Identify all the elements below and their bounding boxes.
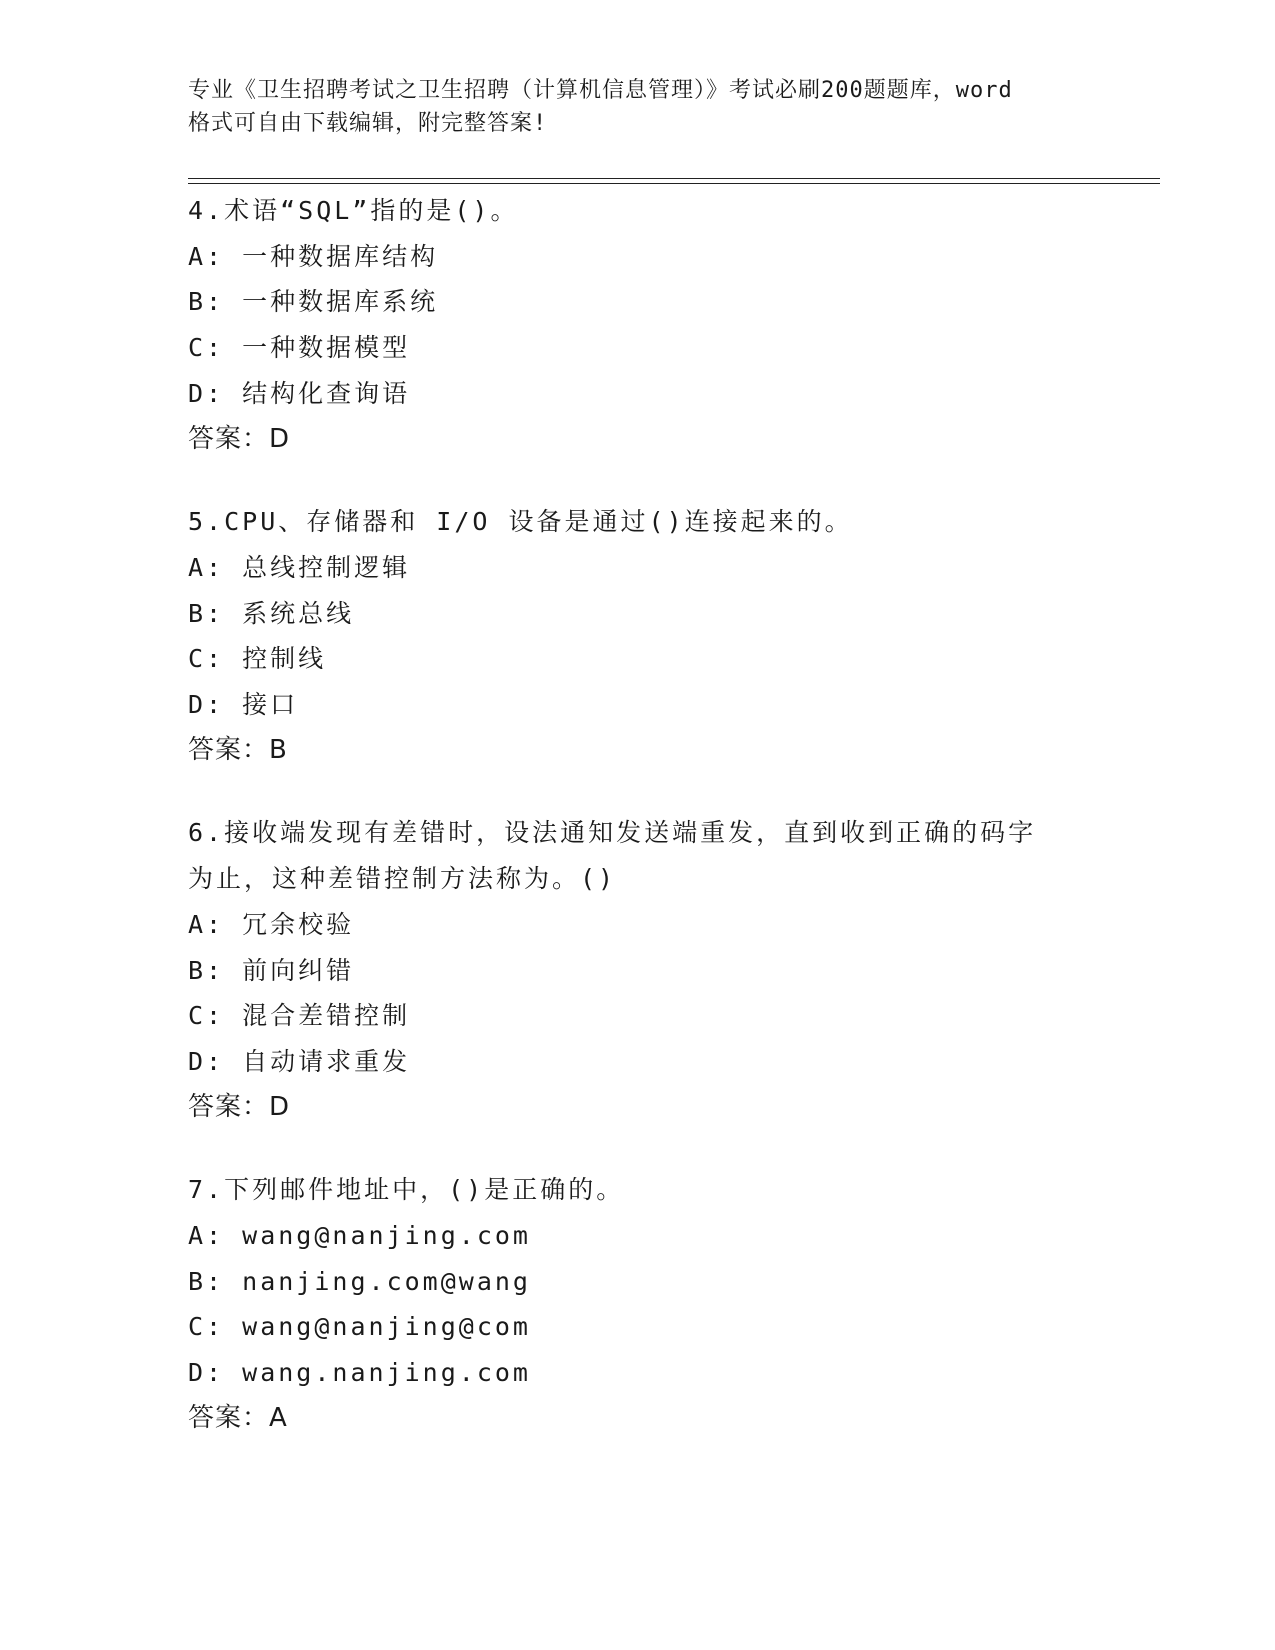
question-stem: 4.术语“SQL”指的是()。 — [188, 196, 519, 225]
option-a: A: wang@nanjing.com — [188, 1221, 531, 1251]
question-4 — [188, 188, 1148, 462]
question-5 — [188, 499, 1148, 773]
option-a: A: 冗余校验 — [188, 909, 355, 939]
question-list — [188, 188, 1148, 1479]
document-header — [188, 74, 1088, 140]
answer: 答案：D — [188, 423, 291, 454]
option-c: C: 混合差错控制 — [188, 1001, 411, 1031]
question-7 — [188, 1167, 1148, 1441]
question-stem: 6.接收端发现有差错时，设法通知发送端重发，直到收到正确的码字 — [188, 818, 1037, 848]
question-stem: 5.CPU、存储器和 I/O 设备是通过()连接起来的。 — [188, 507, 853, 537]
option-d: D: 自动请求重发 — [188, 1046, 411, 1076]
option-b: B: 系统总线 — [188, 598, 355, 628]
answer: 答案：D — [188, 1091, 291, 1122]
option-c: C: 一种数据模型 — [188, 333, 411, 363]
question-stem: 7.下列邮件地址中，()是正确的。 — [188, 1175, 625, 1205]
header-line-2: 格式可自由下载编辑，附完整答案! — [188, 111, 548, 136]
question-6 — [188, 810, 1148, 1130]
answer: 答案：A — [188, 1402, 288, 1433]
option-d: D: 接口 — [188, 690, 299, 720]
option-d: D: wang.nanjing.com — [188, 1358, 531, 1388]
header-divider-top — [188, 178, 1160, 179]
question-stem-continued: 为止，这种差错控制方法称为。() — [188, 864, 617, 894]
answer: 答案：B — [188, 734, 288, 765]
option-c: C: wang@nanjing@com — [188, 1312, 531, 1342]
option-c: C: 控制线 — [188, 644, 327, 674]
option-a: A: 一种数据库结构 — [188, 241, 439, 271]
option-b: B: 前向纠错 — [188, 955, 355, 985]
header-line-1: 专业《卫生招聘考试之卫生招聘（计算机信息管理）》考试必刷200题题库，word — [188, 78, 1013, 103]
option-b: B: nanjing.com@wang — [188, 1266, 531, 1296]
option-b: B: 一种数据库系统 — [188, 287, 439, 317]
option-d: D: 结构化查询语 — [188, 378, 411, 408]
option-a: A: 总线控制逻辑 — [188, 552, 411, 582]
header-divider-bottom — [188, 183, 1160, 184]
